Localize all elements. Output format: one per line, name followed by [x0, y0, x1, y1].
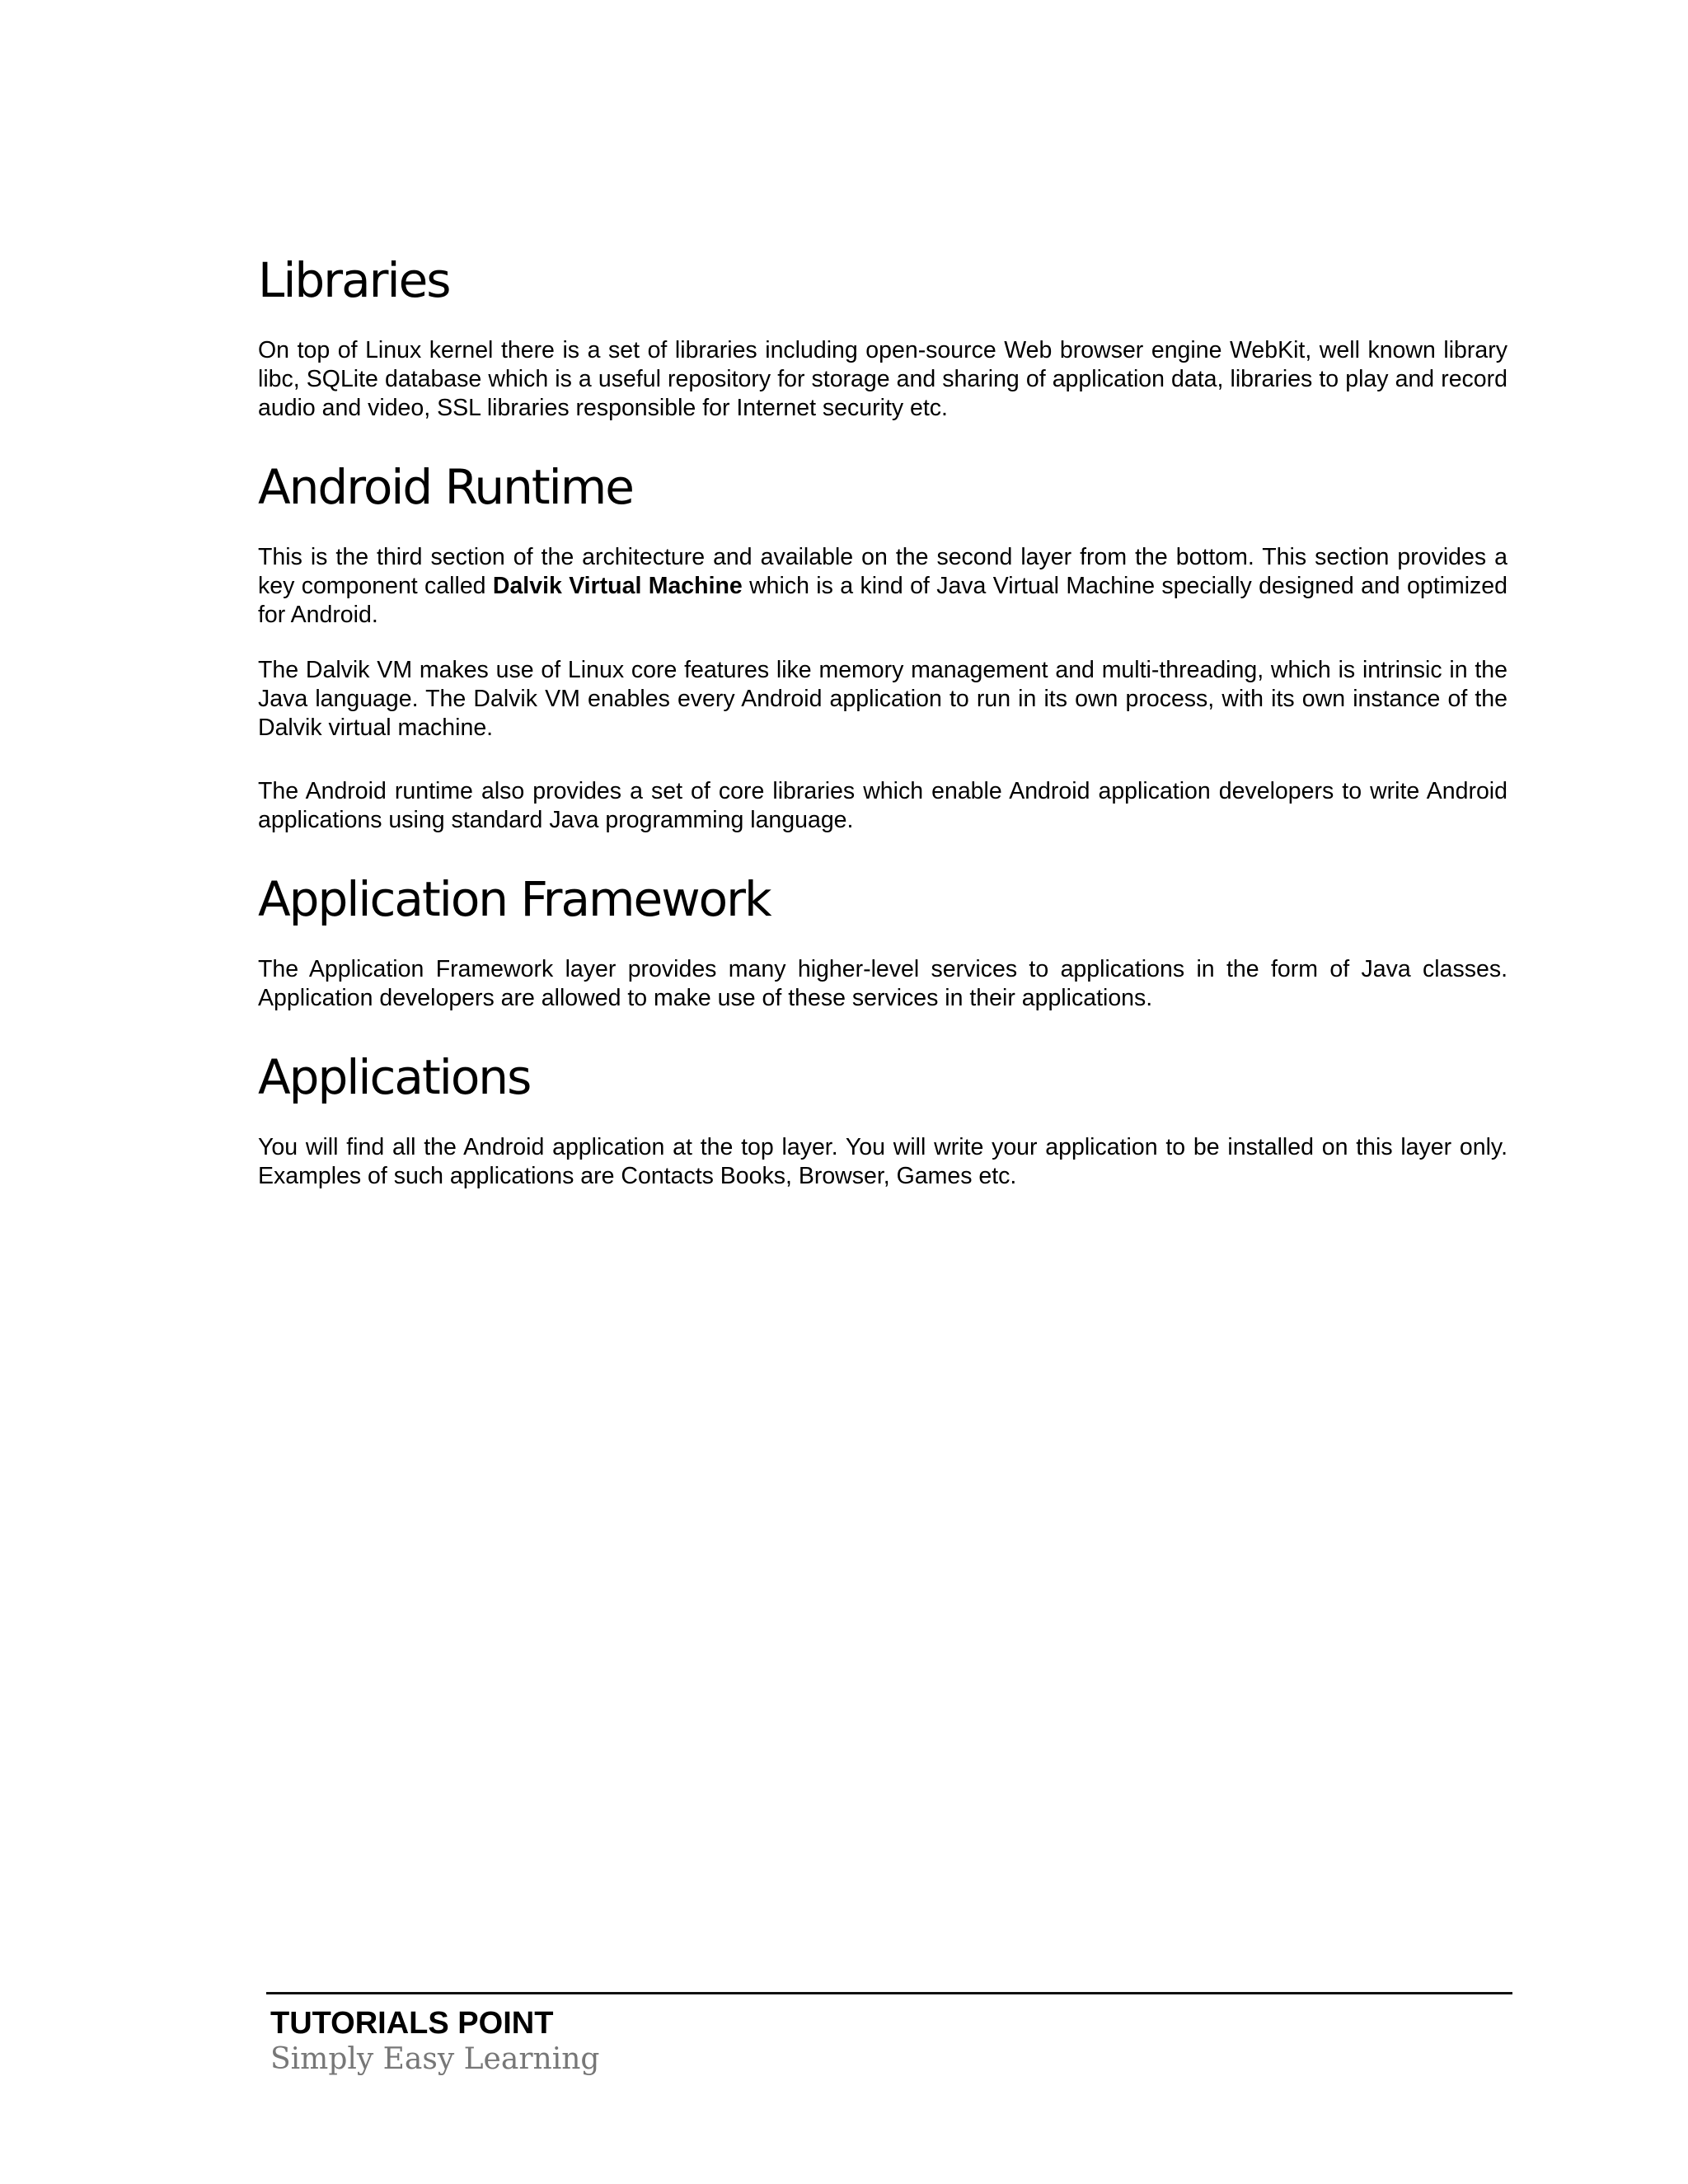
- footer-brand: TUTORIALS POINT: [270, 2006, 554, 2041]
- dalvik-vm-bold: Dalvik Virtual Machine: [492, 573, 743, 599]
- section-heading-android-runtime: Android Runtime: [258, 459, 633, 515]
- runtime-text-before: This is the third section of the architecture and available on the second layer from the bottom. This section provides a key component called: [258, 544, 1507, 599]
- footer-divider: [266, 1992, 1512, 1994]
- libraries-paragraph: On top of Linux kernel there is a set of libraries including open-source Web browser engine WebKit, well known library libc, SQLite database which is a useful repository for storage and sharing of application data, libraries to play and record audio and video, SSL libraries responsible for Internet security etc.: [258, 337, 1507, 421]
- android-runtime-paragraph-2: The Dalvik VM makes use of Linux core features like memory management and multi-threading, which is intrinsic in the Java language. The Dalvik VM enables every Android application to run in its own process, with its own instance of the Dalvik virtual machine.: [258, 657, 1507, 741]
- android-runtime-paragraph-3: The Android runtime also provides a set of core libraries which enable Android application developers to write Android applications using standard Java programming language.: [258, 778, 1507, 833]
- page-content: [258, 247, 1507, 1191]
- section-heading-libraries: Libraries: [258, 252, 450, 308]
- applications-paragraph: You will find all the Android application at the top layer. You will write your application to be installed on this layer only. Examples of such applications are Contacts Books, Browser, Games etc.: [258, 1134, 1507, 1189]
- runtime-text-after: which is a kind of Java Virtual Machine specially designed and optimized for Android.: [258, 573, 1507, 628]
- footer-tagline: Simply Easy Learning: [270, 2042, 600, 2076]
- android-runtime-paragraph-1: [258, 543, 1507, 630]
- section-heading-applications: Applications: [258, 1049, 531, 1105]
- section-heading-application-framework: Application Framework: [258, 871, 771, 927]
- application-framework-paragraph: The Application Framework layer provides many higher-level services to applications in the form of Java classes. Application developers are allowed to make use of these services in their applications.: [258, 956, 1507, 1011]
